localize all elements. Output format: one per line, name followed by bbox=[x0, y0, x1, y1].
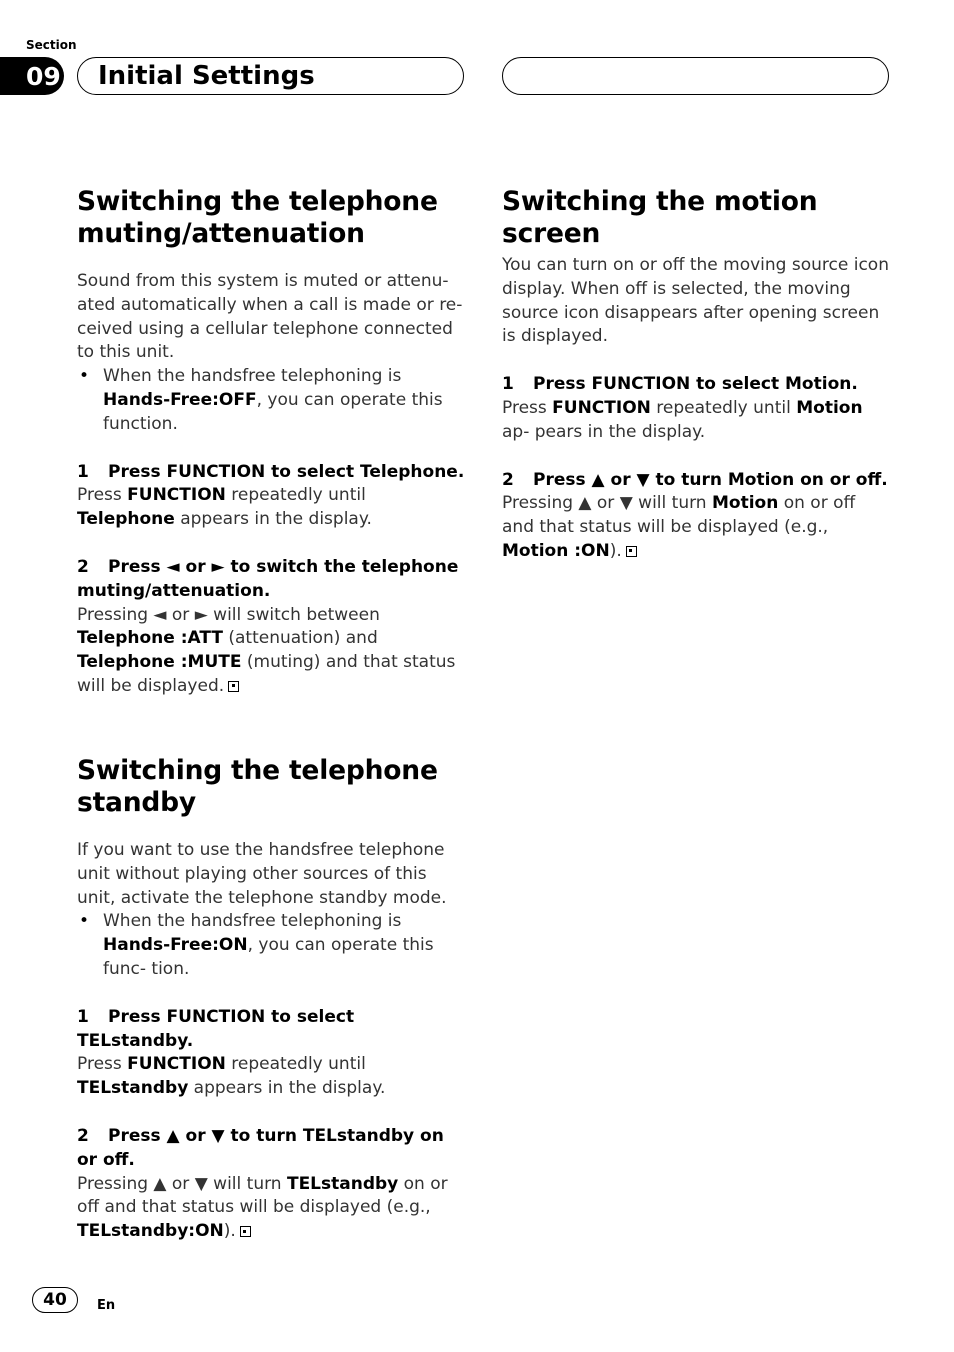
step-title-text: Press ▲ or ▼ to turn TELstandby on or off. bbox=[77, 1125, 444, 1170]
step-number: 2 bbox=[77, 1125, 89, 1146]
muting-section bbox=[77, 186, 465, 699]
text: Press bbox=[77, 485, 128, 506]
step-number: 1 bbox=[502, 374, 514, 395]
text: Press bbox=[77, 1054, 128, 1075]
step-title-text: Press FUNCTION to select Telephone. bbox=[108, 461, 465, 482]
text: (attenuation) and bbox=[222, 628, 378, 649]
section-title bbox=[77, 57, 464, 95]
motion-step2-title bbox=[502, 469, 890, 493]
text: Pressing ▲ or ▼ will turn bbox=[502, 493, 712, 514]
bold-text: Telephone bbox=[77, 509, 175, 530]
step-number: 1 bbox=[77, 461, 89, 482]
text: repeatedly until bbox=[650, 397, 797, 418]
section-title-text: Initial Settings bbox=[98, 61, 315, 91]
standby-bullet-bold: Hands-Free:ON bbox=[103, 935, 248, 956]
standby-section bbox=[77, 755, 465, 1244]
motion-intro: You can turn on or off the moving source icon display. When off is selected, the moving source icon disappears after opening screen is displayed. bbox=[502, 255, 889, 347]
end-of-section-icon bbox=[240, 1226, 251, 1237]
standby-step1-title bbox=[77, 1006, 465, 1054]
bold-text: FUNCTION bbox=[127, 1054, 226, 1075]
language-code: En bbox=[97, 1298, 116, 1313]
muting-step1-title bbox=[77, 461, 465, 485]
step-number: 2 bbox=[502, 469, 514, 490]
motion-step2-body bbox=[502, 492, 890, 563]
muting-step2-title bbox=[77, 556, 465, 604]
step-number: 1 bbox=[77, 1006, 89, 1027]
bold-text: TELstandby:ON bbox=[77, 1221, 224, 1242]
muting-step1-body bbox=[77, 484, 465, 532]
text: on or off and that status will be displayed (e.g., bbox=[77, 1173, 448, 1218]
muting-bullet bbox=[77, 365, 465, 436]
muting-heading: Switching the telephone muting/attenuation bbox=[77, 186, 438, 249]
text: (muting) and that status will be displayed. bbox=[77, 652, 456, 696]
section-label: Section bbox=[26, 38, 77, 52]
bold-text: Motion bbox=[711, 493, 779, 514]
muting-bullet-text-end: , you can operate this function. bbox=[103, 389, 443, 434]
step-title-text: Press FUNCTION to select Motion. bbox=[533, 374, 858, 395]
standby-bullet-text: When the handsfree telephoning is bbox=[103, 911, 402, 932]
section-number-badge: 09 bbox=[0, 57, 64, 95]
text: on or off and that status will be displayed (e.g., bbox=[502, 493, 856, 538]
muting-bullet-bold: Hands-Free:OFF bbox=[103, 389, 257, 410]
bold-text: Telephone :ATT bbox=[77, 628, 223, 649]
motion-heading: Switching the motion screen bbox=[502, 186, 818, 249]
step-title-text: Press ▲ or ▼ to turn Motion on or off. bbox=[533, 469, 888, 490]
end-of-section-icon bbox=[626, 546, 637, 557]
text: repeatedly until bbox=[225, 485, 366, 506]
step-title-text: Press ◄ or ► to switch the telephone muting/attenuation. bbox=[77, 556, 459, 601]
muting-intro: Sound from this system is muted or attenu- ated automatically when a call is made or re- ceived using a cellular telephone connected to this unit. bbox=[77, 271, 463, 363]
text: repeatedly until bbox=[225, 1054, 366, 1075]
standby-bullet bbox=[77, 910, 465, 981]
text: Pressing ◄ or ► will switch between bbox=[77, 604, 380, 625]
standby-bullet-text-end: , you can operate this func- tion. bbox=[103, 935, 434, 979]
bold-text: FUNCTION bbox=[127, 485, 226, 506]
end-of-section-icon bbox=[228, 681, 239, 692]
muting-step2-body bbox=[77, 604, 465, 699]
page-number bbox=[32, 1287, 78, 1313]
standby-step2-title bbox=[77, 1125, 465, 1173]
motion-step1-title bbox=[502, 373, 890, 397]
step-number: 2 bbox=[77, 556, 89, 577]
bold-text: TELstandby bbox=[77, 1078, 189, 1099]
bold-text: Telephone :MUTE bbox=[77, 652, 242, 673]
bold-text: Motion bbox=[796, 397, 863, 418]
muting-bullet-text: When the handsfree telephoning is bbox=[103, 366, 402, 387]
step-title-text: Press FUNCTION to select TELstandby. bbox=[77, 1006, 355, 1051]
header-empty-box bbox=[502, 57, 889, 95]
bold-text: TELstandby bbox=[286, 1173, 399, 1194]
text: ap- pears in the display. bbox=[502, 421, 706, 442]
motion-step1-body bbox=[502, 397, 890, 445]
standby-step2-body bbox=[77, 1173, 465, 1244]
standby-step1-body bbox=[77, 1053, 465, 1101]
standby-intro: If you want to use the handsfree telephone unit without playing other sources of this unit, activate the telephone standby mode. bbox=[77, 840, 447, 908]
text: ). bbox=[609, 540, 622, 561]
text: Press bbox=[502, 397, 553, 418]
text: appears in the display. bbox=[188, 1078, 386, 1099]
text: appears in the display. bbox=[174, 509, 372, 530]
standby-heading: Switching the telephone standby bbox=[77, 755, 438, 818]
text: ). bbox=[223, 1221, 236, 1242]
bold-text: FUNCTION bbox=[552, 397, 651, 418]
text: Pressing ▲ or ▼ will turn bbox=[77, 1173, 287, 1194]
page-number-text: 40 bbox=[43, 1290, 67, 1310]
bold-text: Motion :ON bbox=[502, 540, 610, 561]
motion-section bbox=[502, 186, 890, 564]
